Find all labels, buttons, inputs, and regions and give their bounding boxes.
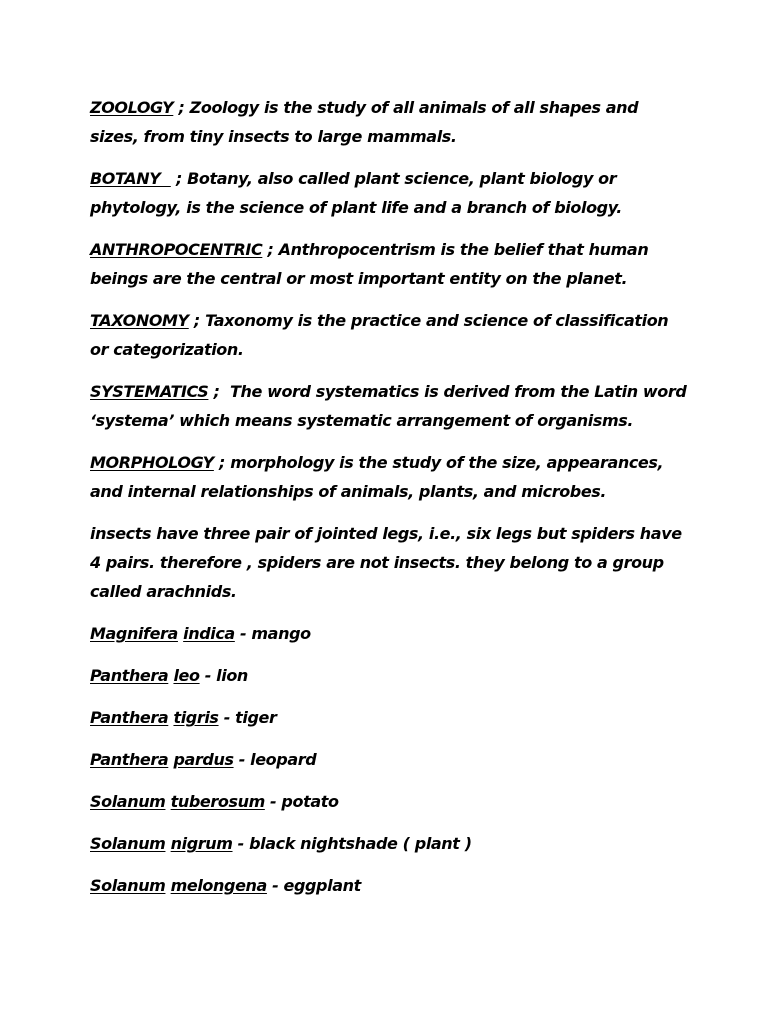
term-separator: ; bbox=[262, 240, 279, 259]
genus-name: Magnifera bbox=[90, 624, 178, 643]
term-heading: ANTHROPOCENTRIC bbox=[90, 240, 263, 259]
term-heading: MORPHOLOGY bbox=[90, 453, 214, 472]
species-entry bbox=[90, 829, 690, 858]
definition-anthropocentric bbox=[90, 235, 690, 293]
species-epithet: pardus bbox=[173, 750, 234, 769]
definition-text: Botany, also called plant science, plant biology or phytology, is the science of plant life and a branch of biology. bbox=[90, 169, 622, 217]
common-name: - mango bbox=[234, 624, 311, 643]
species-epithet: leo bbox=[173, 666, 200, 685]
genus-name: Solanum bbox=[90, 876, 166, 895]
genus-name: Panthera bbox=[90, 708, 169, 727]
species-epithet: tigris bbox=[173, 708, 219, 727]
genus-name: Solanum bbox=[90, 834, 166, 853]
definition-zoology bbox=[90, 93, 690, 151]
species-epithet: melongena bbox=[170, 876, 267, 895]
species-entry bbox=[90, 661, 690, 690]
definition-text: Zoology is the study of all animals of all shapes and sizes, from tiny insects to large mammals. bbox=[90, 98, 639, 146]
common-name: - potato bbox=[264, 792, 339, 811]
species-epithet: tuberosum bbox=[170, 792, 265, 811]
term-separator: ; bbox=[173, 98, 190, 117]
genus-name: Solanum bbox=[90, 792, 166, 811]
definition-text: Taxonomy is the practice and science of classification or categorization. bbox=[90, 311, 669, 359]
genus-name: Panthera bbox=[90, 666, 169, 685]
common-name: - lion bbox=[199, 666, 248, 685]
document-page bbox=[90, 93, 690, 913]
term-separator: ; bbox=[213, 453, 231, 472]
definition-text: The word systematics is derived from the Latin word ‘systema’ which means systematic arrangement of organisms. bbox=[90, 382, 687, 430]
term-heading: SYSTEMATICS bbox=[90, 382, 209, 401]
species-entry bbox=[90, 871, 690, 900]
term-separator: ; bbox=[208, 382, 230, 401]
common-name: - eggplant bbox=[266, 876, 361, 895]
common-name: - black nightshade ( plant ) bbox=[232, 834, 472, 853]
common-name: - leopard bbox=[233, 750, 317, 769]
species-entry bbox=[90, 619, 690, 648]
insects-note: insects have three pair of jointed legs, i.e., six legs but spiders have 4 pairs. therefore , spiders are not insects. they belong to a group called arachnids. bbox=[90, 524, 682, 601]
definition-systematics bbox=[90, 377, 690, 435]
term-heading: ZOOLOGY bbox=[90, 98, 174, 117]
definition-morphology bbox=[90, 448, 690, 506]
definition-taxonomy bbox=[90, 306, 690, 364]
definition-text: Anthropocentrism is the belief that human beings are the central or most important entity on the planet. bbox=[90, 240, 649, 288]
term-separator: ; bbox=[188, 311, 206, 330]
term-heading: TAXONOMY bbox=[90, 311, 189, 330]
definition-text: morphology is the study of the size, appearances, and internal relationships of animals, plants, and microbes. bbox=[90, 453, 664, 501]
species-epithet: indica bbox=[183, 624, 235, 643]
species-entry bbox=[90, 745, 690, 774]
genus-name: Panthera bbox=[90, 750, 169, 769]
definition-botany bbox=[90, 164, 690, 222]
species-epithet: nigrum bbox=[170, 834, 233, 853]
species-entry bbox=[90, 703, 690, 732]
term-heading: BOTANY bbox=[90, 169, 171, 188]
species-entry bbox=[90, 787, 690, 816]
common-name: - tiger bbox=[218, 708, 277, 727]
term-separator: ; bbox=[170, 169, 188, 188]
